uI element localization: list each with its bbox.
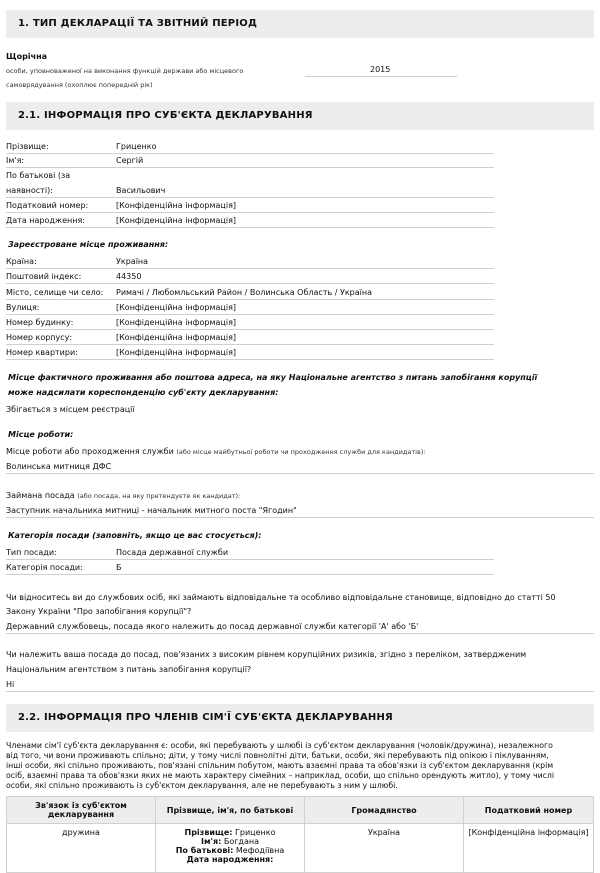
section-2-2-header: 2.2. ІНФОРМАЦІЯ ПРО ЧЛЕНІВ СІМ'Ї СУБ'ЄКТА ДЕКЛАРУВАННЯ: [6, 704, 594, 732]
relation-cell: дружина: [7, 824, 156, 873]
street-value: [Конфіденційна інформація]: [116, 303, 237, 312]
position-category-label: Категорія посади:: [6, 563, 83, 572]
building-value: [Конфіденційна інформація]: [116, 333, 237, 342]
section-2-1-header: 2.1. ІНФОРМАЦІЯ ПРО СУБ'ЄКТА ДЕКЛАРУВАННЯ: [6, 102, 594, 130]
declaration-desc-2: самоврядування (охоплює попередній рік): [6, 81, 153, 89]
country-label: Країна:: [6, 257, 37, 266]
question-1-line-2: Закону України "Про запобігання корупції"?: [6, 607, 192, 616]
work-value: Волинська митниця ДФС: [6, 462, 112, 471]
col-fullname: Прізвище, ім'я, по батькові: [156, 797, 305, 824]
position-category-value: Б: [116, 563, 122, 572]
house-value: [Конфіденційна інформація]: [116, 318, 237, 327]
family-table: [6, 796, 594, 873]
position-type-value: Посада державної служби: [116, 548, 229, 557]
tax-number-label: Податковий номер:: [6, 201, 89, 210]
patronymic-label-1: По батькові (за: [6, 171, 71, 180]
fullname-cell: Прізвище: Гриценко Ім'я: Богдана По батькові: Мефодіївна Дата народження:: [156, 824, 305, 873]
section-1-header: 1. ТИП ДЕКЛАРАЦІЇ ТА ЗВІТНИЙ ПЕРІОД: [6, 10, 594, 38]
city-value: Римачі / Любомльський Район / Волинська Область / Україна: [116, 288, 373, 297]
street-label: Вулиця:: [6, 303, 40, 312]
surname-label: Прізвище:: [6, 142, 49, 151]
question-2-line-2: Національним агентством з питань запобігання корупції?: [6, 665, 252, 674]
position-type-label: Тип посади:: [6, 548, 57, 557]
name-label: Ім'я:: [6, 156, 25, 165]
col-relation: Зв'язок із суб'єктом декларування: [7, 797, 156, 824]
actual-address-value: Збігається з місцем реєстрації: [6, 405, 135, 414]
position-value: Заступник начальника митниці - начальник митного поста "Ягодин": [6, 506, 297, 515]
table-row: [7, 824, 594, 873]
family-para-line: інші особи, які спільно проживають, пов'язані спільним побутом, мають взаємні права та обов'язки із суб'єктом декларування (крім: [6, 761, 554, 770]
apartment-label: Номер квартири:: [6, 348, 78, 357]
name-value: Сергій: [116, 156, 144, 165]
birth-date-value: [Конфіденційна інформація]: [116, 216, 237, 225]
building-label: Номер корпусу:: [6, 333, 73, 342]
registered-address-title: Зареєстроване місце проживання:: [8, 240, 169, 249]
postcode-label: Поштовий індекс:: [6, 272, 82, 281]
declaration-desc-1: особи, уповноваженої на виконання функцій держави або місцевого: [6, 67, 244, 75]
family-para-line: Членами сім'ї суб'єкта декларування є: особи, які перебувають у шлюбі із суб'єктом декларування (чоловік/дружина), незалежного: [6, 741, 553, 750]
actual-address-title-1: Місце фактичного проживання або поштова адреса, на яку Національне агентство з питань запобігання корупції: [8, 373, 538, 382]
question-1-line-1: Чи відноситесь ви до службових осіб, які займають відповідальне та особливо відповідальне становище, відповідно до статті 50: [6, 593, 556, 602]
position-label: Займана посада (або посада, на яку претендуєте як кандидат):: [6, 491, 241, 500]
house-label: Номер будинку:: [6, 318, 74, 327]
question-2-answer: Ні: [6, 680, 15, 689]
birth-date-label: Дата народження:: [6, 216, 85, 225]
family-para-line: від того, чи вони проживають спільно; діти, у тому числі повнолітні діти, батьки, особи, які перебувають під опікою і піклуванням,: [6, 751, 549, 760]
reporting-year: 2015: [370, 65, 391, 74]
category-title: Категорія посади (заповніть, якщо це вас стосується):: [8, 531, 262, 540]
country-value: Україна: [116, 257, 149, 266]
patronymic-value: Васильович: [116, 186, 166, 195]
city-label: Місто, селище чи село:: [6, 288, 104, 297]
col-tax-number: Податковий номер: [464, 797, 594, 824]
family-table-header: [7, 797, 594, 824]
patronymic-label-2: наявності):: [6, 186, 53, 195]
tax-number-value: [Конфіденційна інформація]: [116, 201, 237, 210]
citizenship-cell: Україна: [305, 824, 464, 873]
family-para-line: осіб, взаємні права та обов'язки яких не мають характеру сімейних – наприклад, особи, що спільно орендують житло), у тому числі: [6, 771, 555, 780]
question-1-answer: Державний службовець, посада якого належить до посад державної служби категорії 'А' або 'Б': [6, 622, 419, 631]
question-2-line-1: Чи належить ваша посада до посад, пов'язаних з високим рівнем корупційних ризиків, згідно з переліком, затвердженим: [6, 650, 527, 659]
declaration-type: Щорічна: [6, 52, 47, 61]
postcode-value: 44350: [116, 272, 142, 281]
work-label: Місце роботи або проходження служби (або місце майбутньої роботи чи проходження служби для кандидатів):: [6, 447, 426, 456]
tax-number-cell: [Конфіденційна інформація]: [464, 824, 594, 873]
family-para-line: особи, які спільно проживають із суб'єктом декларування, але не перебувають з ним у шлюбі.: [6, 781, 398, 790]
work-title: Місце роботи:: [8, 430, 74, 439]
surname-value: Гриценко: [116, 142, 157, 151]
actual-address-title-2: може надсилати кореспонденцію суб'єкту декларування:: [8, 388, 279, 397]
col-citizenship: Громадянство: [305, 797, 464, 824]
apartment-value: [Конфіденційна інформація]: [116, 348, 237, 357]
